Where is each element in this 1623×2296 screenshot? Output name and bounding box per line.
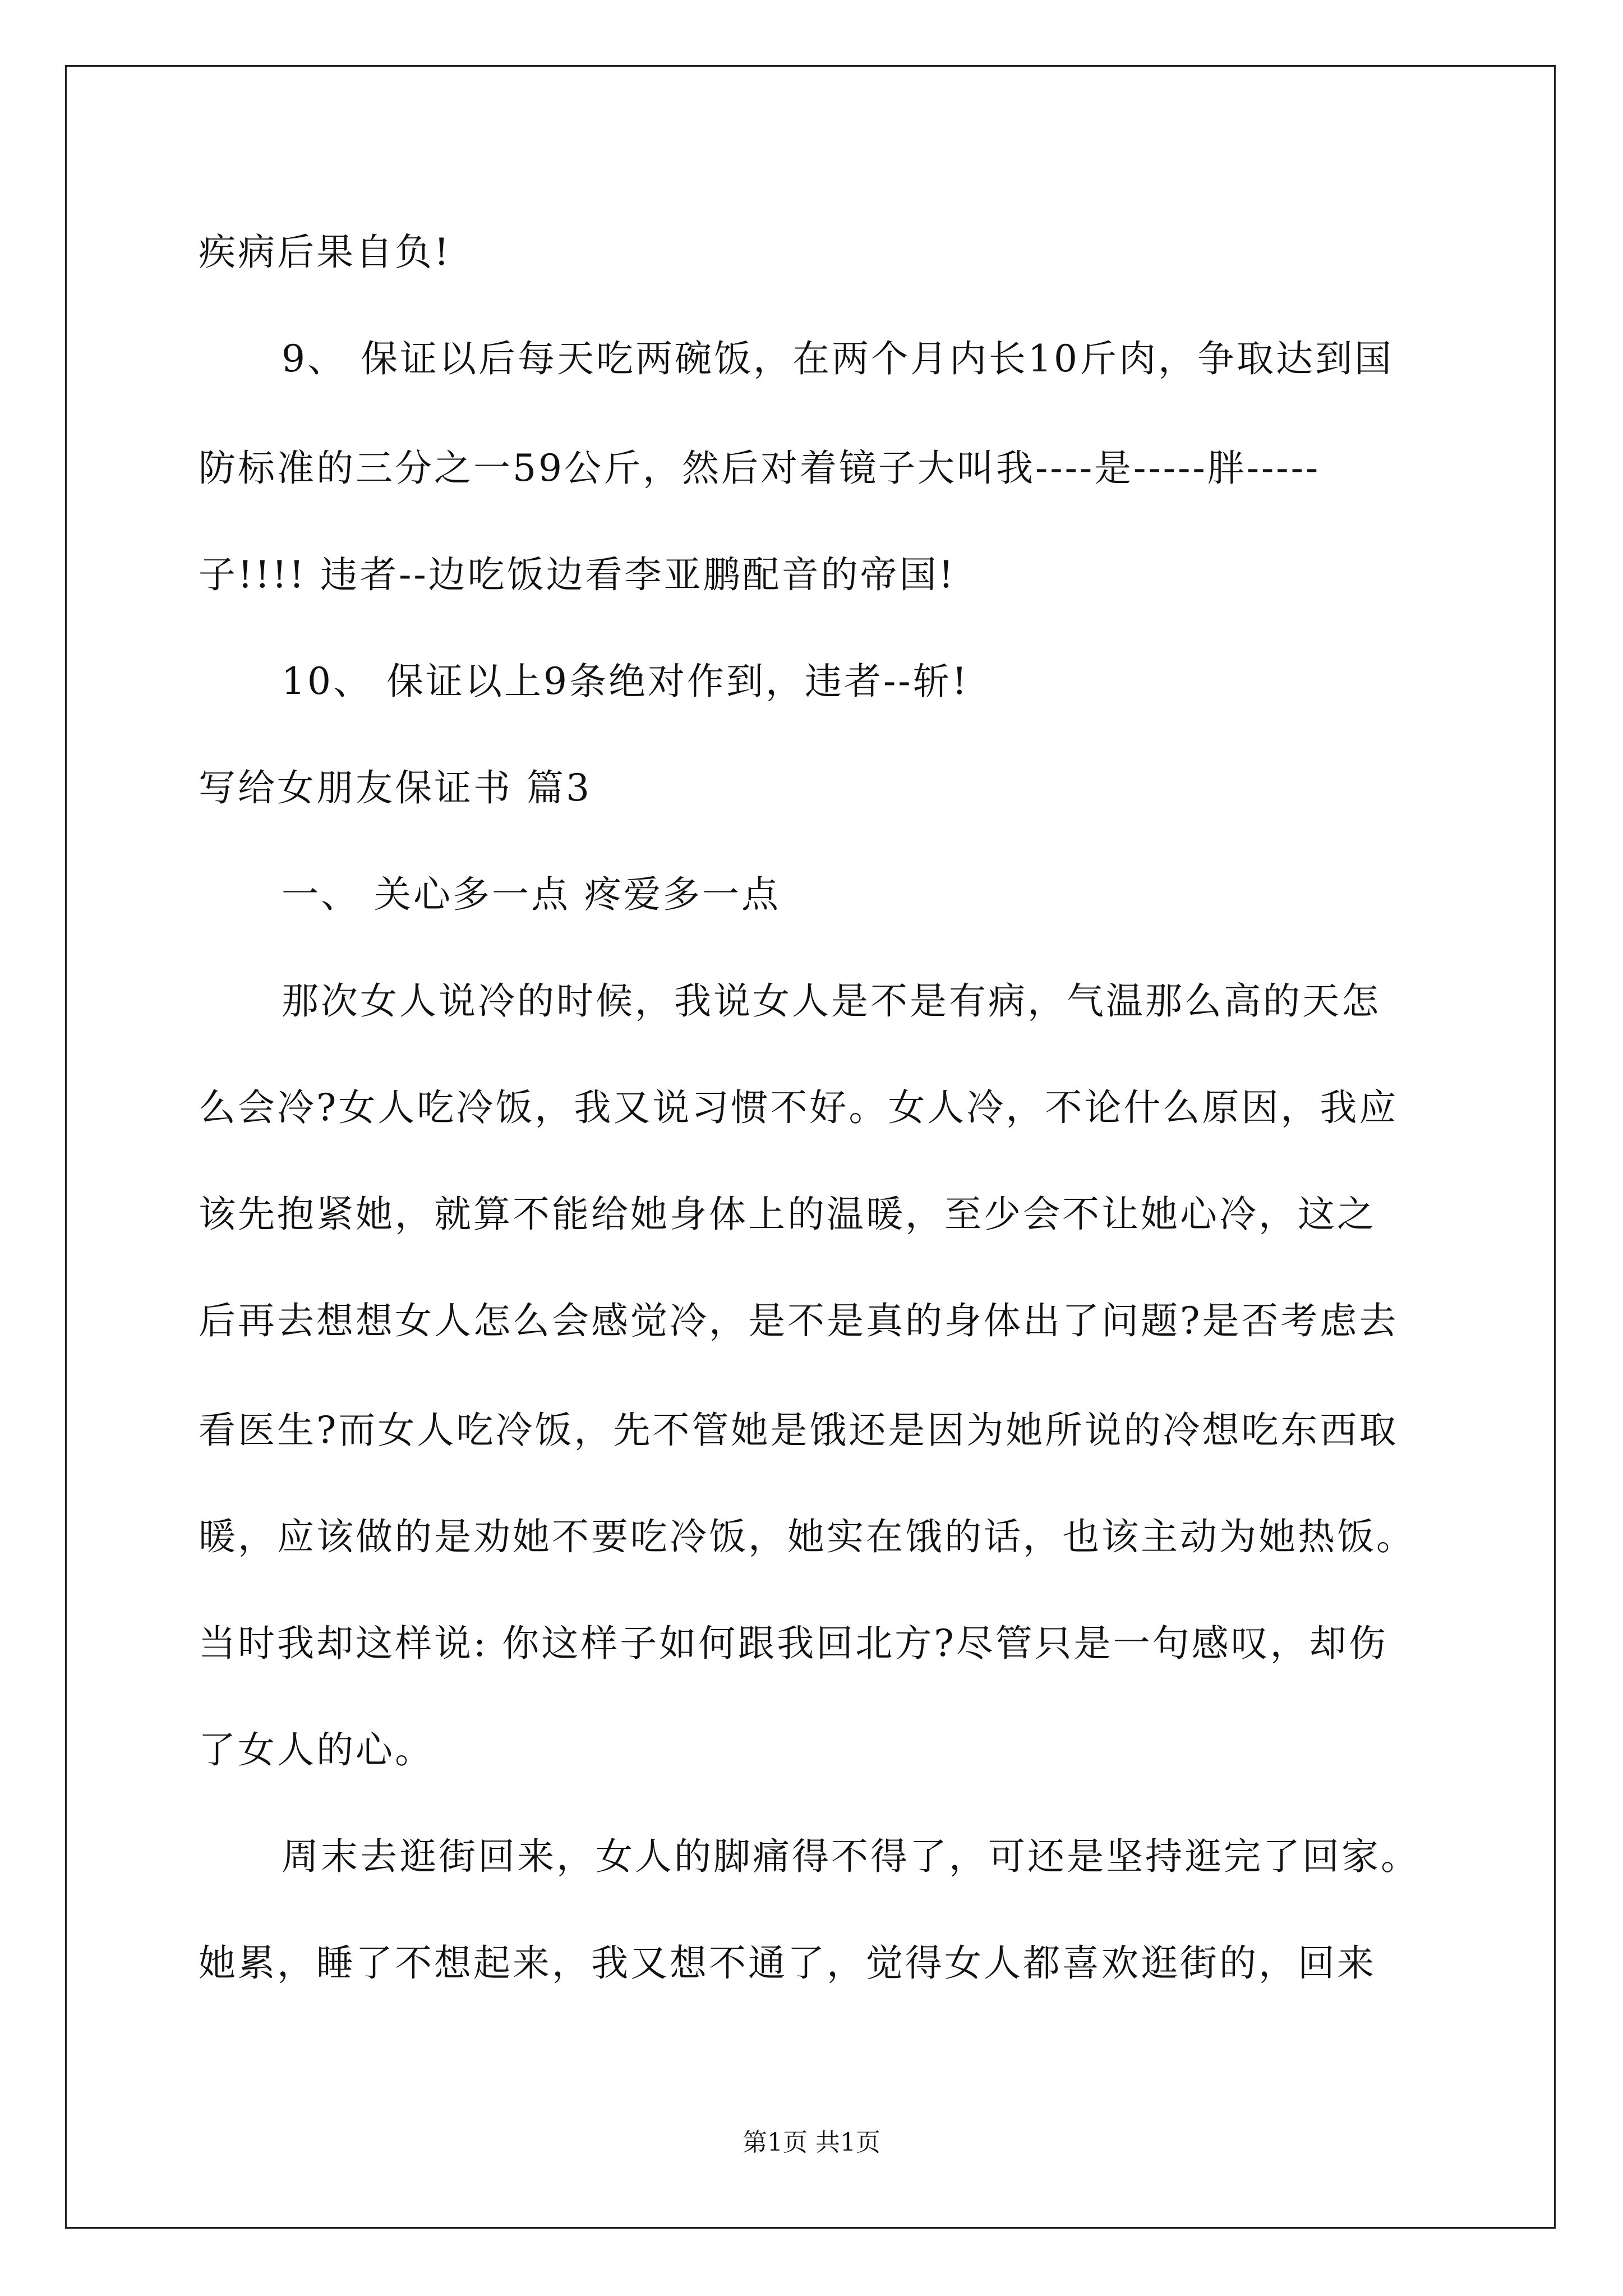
paragraph-line: 后再去想想女人怎么会感觉冷，是不是真的身体出了问题?是否考虑去	[199, 1299, 1399, 1342]
page-footer: 第1页 共1页	[743, 2128, 880, 2157]
paragraph-line: 了女人的心。	[199, 1728, 434, 1772]
list-item-10: 10、 保证以上9条绝对作到，违者--斩!	[282, 660, 970, 703]
page-frame	[65, 65, 1556, 2229]
text-line: 防标准的三分之一59公斤，然后对着镜子大叫我----是-----胖-----	[199, 447, 1321, 490]
paragraph-line: 她累，睡了不想起来，我又想不通了，觉得女人都喜欢逛街的，回来	[199, 1941, 1376, 1985]
text-line: 子!!!! 违者--边吃饭边看李亚鹏配音的帝国!	[199, 553, 956, 596]
subsection-heading: 一、 关心多一点 疼爱多一点	[282, 873, 781, 916]
paragraph-line: 周末去逛街回来，女人的脚痛得不得了，可还是坚持逛完了回家。	[282, 1835, 1420, 1878]
paragraph-line: 当时我却这样说: 你这样子如何跟我回北方?尽管只是一句感叹，却伤	[199, 1622, 1388, 1665]
paragraph-line: 看医生?而女人吃冷饭，先不管她是饿还是因为她所说的冷想吃东西取	[199, 1409, 1399, 1452]
text-line: 疾病后果自负!	[199, 231, 451, 274]
list-item-9: 9、 保证以后每天吃两碗饭，在两个月内长10斤肉，争取达到国	[282, 337, 1394, 380]
paragraph-line: 暖，应该做的是劝她不要吃冷饭，她实在饿的话，也该主动为她热饭。	[199, 1515, 1415, 1558]
paragraph-line: 么会冷?女人吃冷饭，我又说习惯不好。女人冷，不论什么原因，我应	[199, 1086, 1399, 1129]
paragraph-line: 那次女人说冷的时候，我说女人是不是有病，气温那么高的天怎	[282, 979, 1381, 1023]
paragraph-line: 该先抱紧她，就算不能给她身体上的温暖，至少会不让她心冷，这之	[199, 1193, 1376, 1236]
section-heading: 写给女朋友保证书 篇3	[199, 766, 592, 809]
